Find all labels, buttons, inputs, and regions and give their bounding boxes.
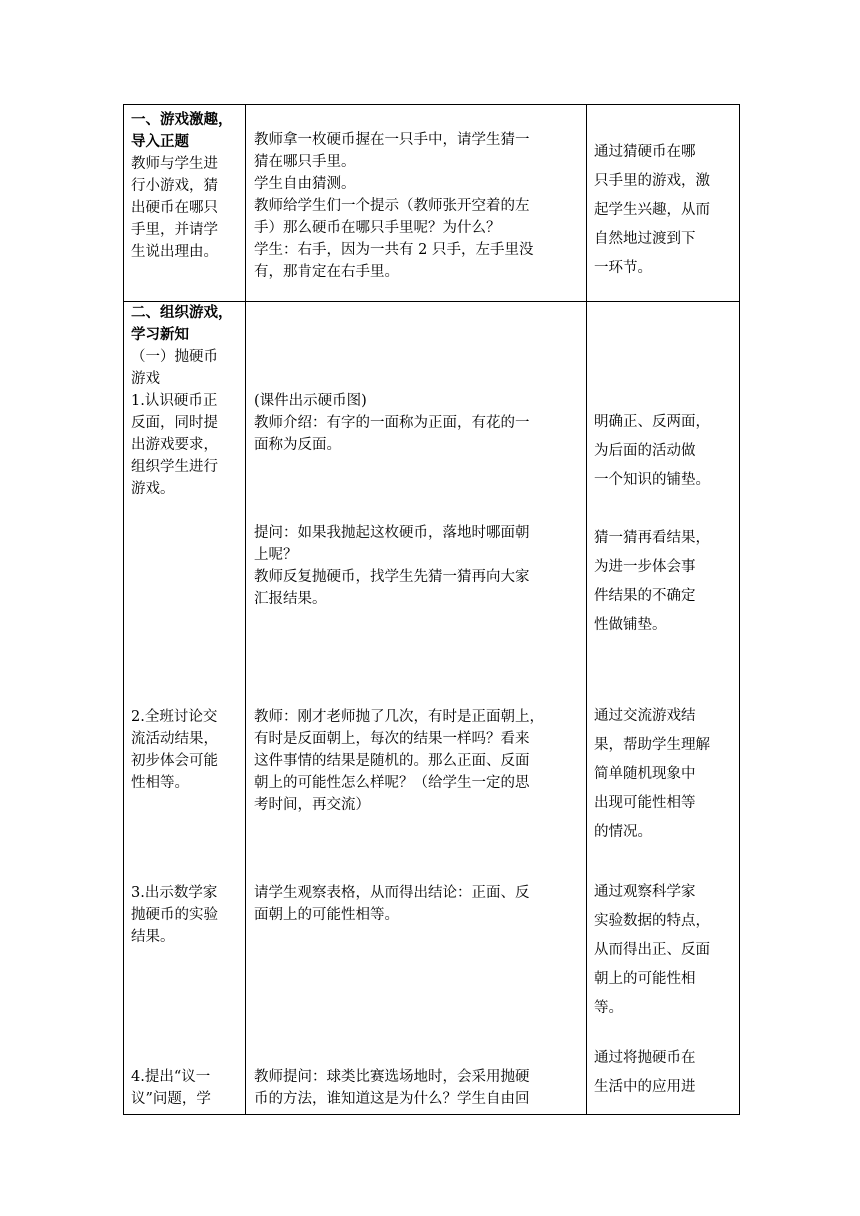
- activity-line: 面称为反面。: [254, 437, 341, 453]
- stage-title-line: 导入正题: [131, 133, 189, 150]
- step-line: 组织学生进行: [131, 459, 218, 475]
- intent-line: 性做铺垫。: [594, 617, 667, 633]
- step-3: [131, 882, 241, 948]
- stage-cell: [124, 302, 246, 1115]
- intent-line: 通过猜硬币在哪: [594, 144, 696, 160]
- step-line: 3.出示数学家: [131, 885, 218, 901]
- stage-subtitle-line: 游戏: [131, 371, 160, 387]
- activity-line: 教师反复抛硬币，找学生先猜一猜再向大家: [254, 569, 530, 585]
- intent-block-1: [594, 408, 735, 495]
- step-line: 结果。: [131, 929, 175, 945]
- step-line: 流活动结果，: [131, 731, 218, 747]
- activity-block-2: [254, 522, 580, 610]
- activity-line: 猜在哪只手里。: [254, 154, 356, 170]
- intent-text: [594, 138, 735, 283]
- activity-text: [254, 129, 580, 283]
- intent-block-4: [594, 878, 735, 1023]
- activity-block-4: [254, 882, 580, 926]
- activity-block-1: [254, 390, 580, 456]
- stage-text-line: 手里，并请学: [131, 222, 218, 238]
- step-4: [131, 1066, 241, 1110]
- table-row-section-1: [124, 105, 740, 302]
- activity-line: 教师给学生们一个提示（教师张开空着的左: [254, 198, 530, 214]
- activity-line: 面朝上的可能性相等。: [254, 907, 399, 923]
- intent-line: 简单随机现象中: [594, 766, 696, 782]
- activity-line: 教师拿一枚硬币握在一只手中，请学生猜一: [254, 132, 530, 148]
- step-line: 初步体会可能: [131, 753, 218, 769]
- intent-line: 一环节。: [594, 260, 652, 276]
- stage-title: [131, 109, 241, 263]
- table-row-section-2: [124, 302, 740, 1115]
- activity-cell: [246, 105, 587, 302]
- intent-line: 果，帮助学生理解: [594, 737, 710, 753]
- stage-title-line: 一、游戏激趣，: [131, 111, 233, 128]
- intent-line: 一个知识的铺垫。: [594, 472, 710, 488]
- intent-line: 通过将抛硬币在: [594, 1050, 696, 1066]
- activity-line: 请学生观察表格，从而得出结论：正面、反: [254, 885, 530, 901]
- intent-line: 起学生兴趣，从而: [594, 202, 710, 218]
- intent-line: 实验数据的特点，: [594, 913, 710, 929]
- intent-cell: [587, 105, 740, 302]
- intent-line: 朝上的可能性相: [594, 971, 696, 987]
- intent-line: 生活中的应用进: [594, 1079, 696, 1095]
- stage-title: [131, 302, 241, 500]
- activity-line: (课件出示硬币图): [254, 393, 367, 409]
- lesson-plan-table: [123, 104, 740, 1115]
- intent-cell: [587, 302, 740, 1115]
- activity-line: 教师介绍：有字的一面称为正面，有花的一: [254, 415, 530, 431]
- activity-line: 手）那么硬币在哪只手里呢？为什么？: [254, 220, 501, 236]
- activity-line: 教师：刚才老师抛了几次，有时是正面朝上，: [254, 709, 544, 725]
- intent-line: 出现可能性相等: [594, 795, 696, 811]
- intent-line: 猜一猜再看结果，: [594, 530, 710, 546]
- intent-line: 通过交流游戏结: [594, 708, 696, 724]
- activity-line: 学生：右手，因为一共有 2 只手，左手里没: [254, 242, 534, 258]
- stage-subtitle-line: （一）抛硬币: [131, 349, 218, 365]
- activity-block-3: [254, 706, 580, 816]
- step-line: 4.提出“议一: [131, 1069, 211, 1085]
- step-line: 性相等。: [131, 775, 189, 791]
- intent-block-5: [594, 1044, 735, 1102]
- intent-line: 件结果的不确定: [594, 588, 696, 604]
- activity-line: 有时是反面朝上，每次的结果一样吗？看来: [254, 731, 530, 747]
- activity-cell: [246, 302, 587, 1115]
- activity-line: 币的方法，谁知道这是为什么？学生自由回: [254, 1091, 530, 1107]
- stage-text-line: 生说出理由。: [131, 244, 218, 260]
- step-line: 反面，同时提: [131, 415, 218, 431]
- activity-line: 这件事情的结果是随机的。那么正面、反面: [254, 753, 530, 769]
- step-line: 出游戏要求，: [131, 437, 218, 453]
- activity-line: 有，那肯定在右手里。: [254, 264, 399, 280]
- activity-line: 教师提问：球类比赛选场地时，会采用抛硬: [254, 1069, 530, 1085]
- step-line: 抛硬币的实验: [131, 907, 218, 923]
- activity-line: 提问：如果我抛起这枚硬币，落地时哪面朝: [254, 525, 530, 541]
- step-line: 2.全班讨论交: [131, 709, 218, 725]
- activity-block-5: [254, 1066, 580, 1110]
- intent-line: 明确正、反两面，: [594, 414, 710, 430]
- activity-line: 汇报结果。: [254, 591, 327, 607]
- step-line: 游戏。: [131, 481, 175, 497]
- stage-cell: [124, 105, 246, 302]
- step-line: 议”问题，学: [131, 1091, 211, 1107]
- activity-line: 朝上的可能性怎么样呢？（给学生一定的思: [254, 775, 530, 791]
- step-2: [131, 706, 241, 794]
- stage-title-line: 学习新知: [131, 326, 189, 343]
- intent-line: 为后面的活动做: [594, 443, 696, 459]
- stage-text-line: 教师与学生进: [131, 156, 218, 172]
- step-line: 1.认识硬币正: [131, 393, 218, 409]
- intent-line: 只手里的游戏，激: [594, 173, 710, 189]
- intent-block-2: [594, 524, 735, 640]
- intent-line: 自然地过渡到下: [594, 231, 696, 247]
- intent-line: 通过观察科学家: [594, 884, 696, 900]
- stage-text-line: 出硬币在哪只: [131, 200, 218, 216]
- intent-line: 从而得出正、反面: [594, 942, 710, 958]
- activity-line: 学生自由猜测。: [254, 176, 356, 192]
- stage-text-line: 行小游戏，猜: [131, 178, 218, 194]
- intent-line: 的情况。: [594, 824, 652, 840]
- activity-line: 考时间，再交流）: [254, 797, 370, 813]
- intent-line: 为进一步体会事: [594, 559, 696, 575]
- intent-line: 等。: [594, 1000, 623, 1016]
- intent-block-3: [594, 702, 735, 847]
- stage-title-line: 二、组织游戏，: [131, 304, 233, 321]
- activity-line: 上呢？: [254, 547, 298, 563]
